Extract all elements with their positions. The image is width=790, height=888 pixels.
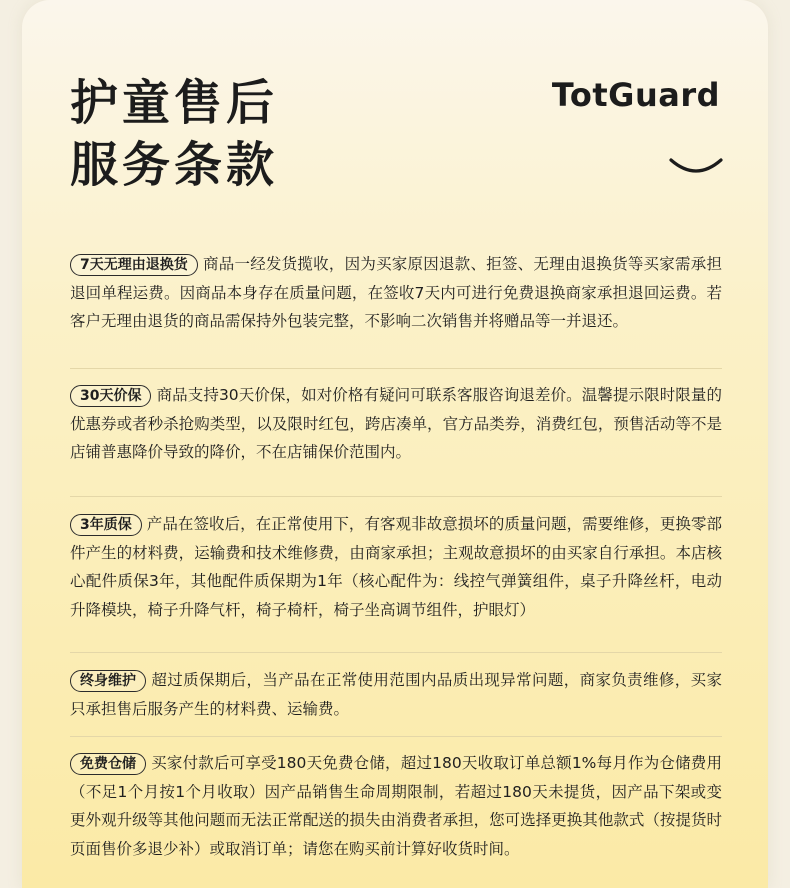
section-paragraph: [70, 381, 722, 467]
section-paragraph: [70, 510, 722, 624]
section-tag: 7天无理由退换货: [70, 254, 198, 276]
section-tag: 30天价保: [70, 385, 151, 407]
terms-section: [70, 381, 722, 497]
title-line-1: 护童售后: [70, 75, 279, 131]
section-paragraph: [70, 749, 722, 863]
terms-section: [70, 510, 722, 653]
terms-section: [70, 250, 722, 369]
section-tag: 终身维护: [70, 670, 146, 692]
section-paragraph: [70, 666, 722, 723]
section-text: 商品一经发货揽收，因为买家原因退款、拒签、无理由退换货等买家需承担退回单程运费。因商品本身存在质量问题，在签收7天内可进行免费退换商家承担退回运费。若客户无理由退货的商品需保持外包装完整，不影响二次销售并将赠品等一并退还。: [70, 255, 722, 330]
section-text: 超过质保期后，当产品在正常使用范围内品质出现异常问题，商家负责维修，买家只承担售后服务产生的材料费、运输费。: [70, 671, 722, 718]
section-text: 买家付款后可享受180天免费仓储，超过180天收取订单总额1%每月作为仓储费用（不足1个月按1个月收取）因产品销售生命周期限制，若超过180天未提货，因产品下架或变更外观升级等其他问题而无法正常配送的损失由消费者承担，您可选择更换其他款式（按提货时页面售价多退少补）或取消订单；请您在购买前计算好收货时间。: [70, 754, 722, 858]
section-text: 商品支持30天价保，如对价格有疑问可联系客服咨询退差价。温馨提示限时限量的优惠券或者秒杀抢购类型，以及限时红包，跨店凑单，官方品类券，消费红包，预售活动等不是店铺普惠降价导致的降价，不在店铺保价范围内。: [70, 386, 722, 461]
terms-card: [22, 0, 768, 888]
section-tag: 免费仓储: [70, 753, 146, 775]
terms-list: [70, 250, 722, 884]
terms-section: [70, 749, 722, 884]
section-paragraph: [70, 250, 722, 336]
page-title: [70, 72, 278, 196]
terms-section: [70, 666, 722, 737]
title-line-2: 服务条款: [70, 137, 279, 193]
section-text: 产品在签收后，在正常使用下，有客观非故意损坏的质量问题，需要维修，更换零部件产生的材料费，运输费和技术维修费，由商家承担；主观故意损坏的由买家自行承担。本店核心配件质保3年，其他配件质保期为1年（核心配件为：线控气弹簧组件，桌子升降丝杆，电动升降模块，椅子升降气杆，椅子椅杆，椅子坐高调节组件，护眼灯）: [70, 515, 722, 619]
smile-logo-icon: [668, 156, 724, 180]
section-tag: 3年质保: [70, 514, 142, 536]
brand-logo: TotGuard: [551, 76, 720, 114]
